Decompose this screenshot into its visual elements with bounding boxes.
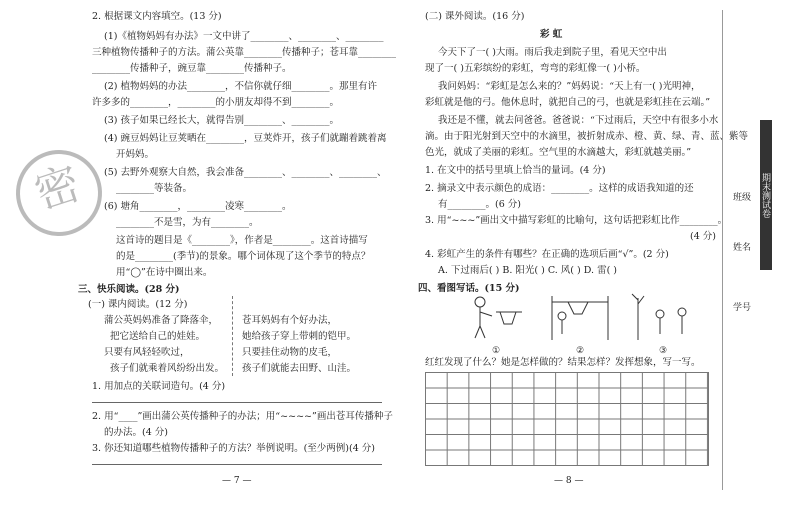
reading1-q2: 2. 用“____”画出蒲公英传播种子的办法；用“~~~~”画出苍耳传播种子 — [92, 411, 393, 422]
q2-4b: 开妈妈。 — [116, 149, 155, 160]
q2-title: 2. 根据课文内容填空。(13 分) — [92, 11, 222, 22]
reading1-q2b: 的办法。(4 分) — [104, 427, 168, 438]
story-title: 彩 虹 — [540, 29, 563, 40]
poem-left-line: 把它送给自己的娃娃。 — [110, 331, 206, 342]
reading2-q4-options: A. 下过雨后( ) B. 阳光( ) C. 风( ) D. 雷( ) — [438, 265, 617, 276]
q2-6d: 的是________(季节)的景象。哪个词体现了这个季节的特点？ — [116, 251, 371, 262]
story-line: 现了一( )五彩缤纷的彩虹，弯弯的彩虹像一( )小桥。 — [425, 63, 646, 74]
reading1-q1: 1. 用加点的关联词造句。(4 分) — [92, 381, 226, 392]
q2-1c: ________传播种子，豌豆靠________传播种子。 — [92, 63, 292, 74]
story-line: 我还是不懂，就去问爸爸。爸爸说：“下过雨后，天空中有很多小水 — [438, 115, 719, 126]
story-line: 色光，就成了美丽的彩虹。空气里的水滴越大，彩虹就越美丽。” — [425, 147, 692, 158]
poem-right-line: 她给孩子穿上带刺的铠甲。 — [242, 331, 357, 342]
number-label: 学号 — [733, 303, 752, 313]
writing-grid[interactable] — [425, 372, 709, 466]
page-number: — 8 — — [554, 476, 584, 486]
picture-2 — [548, 292, 612, 356]
q2-1: (1)《植物妈妈有办法》一文中讲了________、________、________ — [104, 31, 384, 42]
q2-3: (3) 孩子如果已经长大，就得告别________、________。 — [104, 115, 339, 126]
q2-4: (4) 豌豆妈妈让豆荚晒在________，豆荚炸开，孩子们就蹦着跳着离 — [104, 133, 387, 144]
girl-watering-illustration — [466, 292, 526, 342]
q2-6b: ________不是雪，为有________。 — [116, 217, 259, 228]
poem-right-line: 只要挂住动物的皮毛， — [242, 347, 338, 358]
poem-divider — [232, 296, 233, 376]
q2-1b: 三种植物传播种子的方法。蒲公英靠________传播种子；苍耳靠________ — [92, 47, 397, 58]
q2-5b: ________等装备。 — [116, 183, 193, 194]
reading2-q4: 4. 彩虹产生的条件有哪些？在正确的选项后画“√”。(2 分) — [425, 249, 669, 260]
section4-title: 四、看图写话。(15 分) — [418, 283, 520, 294]
answer-line — [92, 402, 382, 403]
reading2-q2: 2. 摘录文中表示颜色的成语：________。这样的成语我知道的还 — [425, 183, 694, 194]
reading2-q3-score: (4 分) — [690, 231, 716, 242]
reading2-q2b: 有________。(6 分) — [438, 199, 521, 210]
class-label: 班级 — [733, 193, 752, 203]
answer-line — [92, 464, 382, 465]
reading1-title: (一) 课内阅读。(12 分) — [88, 299, 188, 310]
picture-1 — [466, 292, 526, 356]
story-line: 今天下了一( )大雨。雨后我走到院子里，看见天空中出 — [438, 47, 667, 58]
q2-5: (5) 去野外观察大自然，我会准备________、________、________、 — [104, 167, 387, 178]
q2-6: (6) 塘角________，________凌寒________。 — [104, 201, 292, 212]
picture-3 — [630, 292, 696, 356]
reading2-q3: 3. 用“~~~”画出文中描写彩虹的比喻句，这句话把彩虹比作________。 — [425, 215, 728, 226]
story-line: 彩虹就是他的弓。他休息时，就把自己的弓，也就是彩虹挂在云端。” — [425, 97, 711, 108]
poem-right-line: 苍耳妈妈有个好办法， — [242, 315, 338, 326]
q2-2: (2) 植物妈妈的办法________，不信你就仔细________。那里有许 — [104, 81, 377, 92]
children-under-tree-illustration — [630, 292, 696, 342]
poem-left-line: 蒲公英妈妈准备了降落伞， — [104, 315, 219, 326]
q2-6e: 用“◯”在诗中圈出来。 — [116, 267, 213, 278]
name-label: 姓名 — [733, 243, 752, 253]
story-line: 我问妈妈：“彩虹是怎么来的？”妈妈说：“天上有一( )光明神， — [438, 81, 701, 92]
girl-clothesline-illustration — [548, 292, 612, 342]
q2-6c: 这首诗的题目是《________》，作者是________。这首诗描写 — [116, 235, 368, 246]
section3-title: 三、快乐阅读。(28 分) — [78, 284, 180, 295]
reading2-q1: 1. 在文中的括号里填上恰当的量词。(4 分) — [425, 165, 606, 176]
picture-caption: ② — [575, 346, 585, 356]
poem-left-line: 孩子们就乘着风纷纷出发。 — [110, 363, 225, 374]
poem-left-line: 只要有风轻轻吹过， — [104, 347, 190, 358]
story-line: 滴。由于阳光射到天空中的水滴里，被折射成赤、橙、黄、绿、青、蓝、紫等 — [425, 131, 749, 142]
page-number: — 7 — — [222, 476, 252, 486]
reading2-title: (二) 课外阅读。(16 分) — [425, 11, 525, 22]
q2-2b: 许多多的________，________的小朋友却得不到________。 — [92, 97, 340, 108]
poem-right-line: 孩子们就能去田野、山洼。 — [242, 363, 357, 374]
confidential-stamp: 密 — [5, 139, 113, 247]
picture-caption: ① — [491, 346, 501, 356]
reading1-q3: 3. 你还知道哪些植物传播种子的方法？举例说明。(至少两例)(4 分) — [92, 443, 375, 454]
exam-title-badge: 期末测试卷 — [760, 120, 772, 270]
writing-prompt: 红红发现了什么？她是怎样做的？结果怎样？发挥想象，写一写。 — [425, 357, 701, 368]
picture-caption: ③ — [658, 346, 668, 356]
